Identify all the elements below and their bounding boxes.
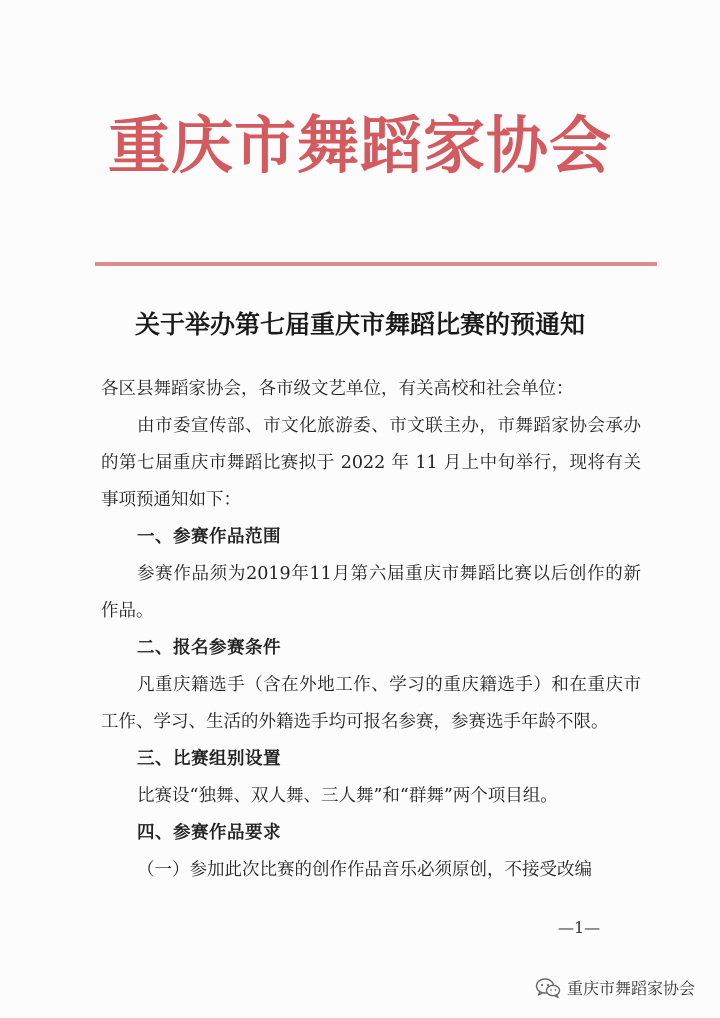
salutation: 各区县舞蹈家协会，各市级文艺单位，有关高校和社会单位： [101,379,574,399]
section-heading-2: 二、报名参赛条件 [137,638,281,658]
section-heading-1: 一、参赛作品范围 [137,527,281,547]
wechat-account-name: 重庆市舞蹈家协会 [567,979,696,998]
section-text-3: 比赛设“独舞、双人舞、三人舞”和“群舞”两个项目组。 [137,786,558,806]
section-text-1: 参赛作品须为2019年11月第六届重庆市舞蹈比赛以后创作的新作品。 [101,564,641,621]
document-title: 关于举办第七届重庆市舞蹈比赛的预通知 [134,310,585,339]
letterhead-divider [95,262,657,266]
organization-letterhead: 重庆市舞蹈家协会 [107,109,612,182]
intro-paragraph: 由市委宣传部、市文化旅游委、市文联主办，市舞蹈家协会承办的第七届重庆市舞蹈比赛拟于 2022 年 11 月上中旬举行，现将有关事项预通知如下： [101,416,641,510]
section-heading-4: 四、参赛作品要求 [137,823,281,843]
document-body [101,371,641,889]
wechat-icon [535,977,561,999]
wechat-account-watermark [535,976,695,999]
section-text-2: 凡重庆籍选手（含在外地工作、学习的重庆籍选手）和在重庆市工作、学习、生活的外籍选手均可报名参赛，参赛选手年龄不限。 [101,675,641,732]
section-text-4: （一）参加此次比赛的创作作品音乐必须原创，不接受改编 [137,860,592,880]
section-heading-3: 三、比赛组别设置 [137,749,281,769]
page-number: —1— [558,918,601,937]
